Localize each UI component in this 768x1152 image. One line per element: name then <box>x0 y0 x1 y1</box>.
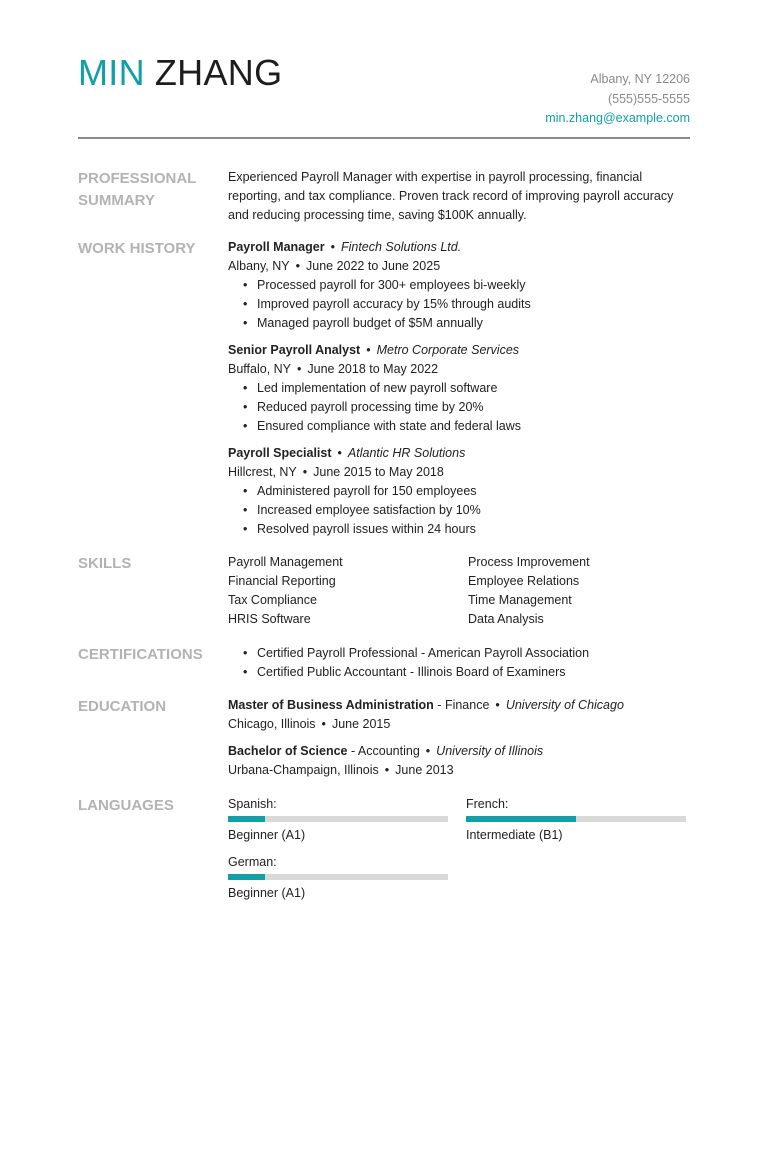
bullet-item: • Reduced payroll processing time by 20% <box>257 398 690 417</box>
language-level: Beginner (A1) <box>228 886 306 900</box>
job-bullets <box>228 276 690 333</box>
education-meta <box>228 761 690 780</box>
certifications-list <box>228 644 690 682</box>
section-label: PROFESSIONAL SUMMARY <box>78 170 197 209</box>
bullet-item: • Administered payroll for 150 employees <box>257 482 690 501</box>
job-dates: June 2022 to June 2025 <box>306 259 441 273</box>
school: University of Chicago <box>505 698 624 712</box>
separator-dot: • <box>337 446 342 460</box>
job-location: Buffalo, NY <box>228 362 292 376</box>
job-entry <box>228 238 690 333</box>
bullet-item: • Improved payroll accuracy by 15% through audits <box>257 295 690 314</box>
certification-item: • Certified Public Accountant - Illinois Board of Examiners <box>257 663 690 682</box>
job-title: Senior Payroll Analyst <box>228 343 361 357</box>
separator-dot: • <box>302 465 308 479</box>
language-level-fill <box>228 874 265 880</box>
language-level: Beginner (A1) <box>228 828 306 842</box>
education-date: June 2013 <box>395 763 454 777</box>
skills-list <box>228 553 690 629</box>
language-level-bar <box>228 816 448 822</box>
separator-dot: • <box>330 240 335 254</box>
separator-dot: • <box>297 362 302 376</box>
contact-info <box>545 70 690 129</box>
job-title-line <box>228 341 690 360</box>
separator-dot: • <box>425 744 431 758</box>
bullet-item: • Processed payroll for 300+ employees bi-weekly <box>257 276 690 295</box>
degree: Bachelor of Science <box>228 744 348 758</box>
work-history-list <box>228 238 690 547</box>
language-level-fill <box>466 816 576 822</box>
section-label: WORK HISTORY <box>78 240 196 257</box>
skill-item: Financial Reporting <box>228 574 336 588</box>
education-title-line <box>228 742 690 761</box>
language-level-bar <box>466 816 686 822</box>
last-name: ZHANG <box>154 52 283 93</box>
bullet-item: • Ensured compliance with state and federal laws <box>257 417 690 436</box>
language-name: German: <box>228 855 277 869</box>
field: Finance <box>444 698 490 712</box>
language-name: Spanish: <box>228 797 277 811</box>
location: Albany, NY 12206 <box>590 72 690 86</box>
job-dates: June 2015 to May 2018 <box>313 465 444 479</box>
separator-dot: • <box>384 763 390 777</box>
bullet-item: • Led implementation of new payroll software <box>257 379 690 398</box>
certification-item: • Certified Payroll Professional - American Payroll Association <box>257 644 690 663</box>
language-level-bar <box>228 874 448 880</box>
first-name: MIN <box>78 52 145 93</box>
bullet-item: • Increased employee satisfaction by 10% <box>257 501 690 520</box>
candidate-name <box>78 52 282 94</box>
education-meta <box>228 715 690 734</box>
field-separator: - <box>433 698 445 712</box>
skill-item: Payroll Management <box>228 555 343 569</box>
bullet-item: • Managed payroll budget of $5M annually <box>257 314 690 333</box>
language-item <box>228 853 448 903</box>
skill-item: HRIS Software <box>228 612 311 626</box>
job-location: Albany, NY <box>228 259 290 273</box>
job-bullets <box>228 482 690 539</box>
skill-item: Data Analysis <box>468 612 544 626</box>
section-label: SKILLS <box>78 555 132 572</box>
company-name: Fintech Solutions Ltd. <box>340 240 462 254</box>
skill-item: Employee Relations <box>468 574 580 588</box>
section-label: EDUCATION <box>78 698 167 715</box>
job-title-line <box>228 238 690 257</box>
field: Accounting <box>357 744 420 758</box>
skill-item: Tax Compliance <box>228 593 317 607</box>
separator-dot: • <box>321 717 326 731</box>
education-location: Urbana-Champaign, Illinois <box>228 763 379 777</box>
degree: Master of Business Administration <box>228 698 434 712</box>
separator-dot: • <box>366 343 371 357</box>
language-item <box>466 795 686 845</box>
certifications-body <box>228 644 690 682</box>
job-meta <box>228 360 690 379</box>
skill-item: Process Improvement <box>468 555 590 569</box>
separator-dot: • <box>295 259 300 273</box>
education-date: June 2015 <box>331 717 391 731</box>
separator-dot: • <box>495 698 500 712</box>
email-link[interactable]: min.zhang@example.com <box>545 111 690 125</box>
language-level: Intermediate (B1) <box>466 828 563 842</box>
education-location: Chicago, Illinois <box>228 717 316 731</box>
job-title-line <box>228 444 690 463</box>
language-level-fill <box>228 816 265 822</box>
skill-item: Time Management <box>468 593 572 607</box>
field-separator: - <box>347 744 358 758</box>
resume-header <box>78 0 690 139</box>
job-entry <box>228 341 690 436</box>
job-meta <box>228 257 690 276</box>
job-bullets <box>228 379 690 436</box>
education-title-line <box>228 696 690 715</box>
job-meta <box>228 463 690 482</box>
job-location: Hillcrest, NY <box>228 465 297 479</box>
education-entry <box>228 742 690 780</box>
education-entry <box>228 696 690 734</box>
job-entry <box>228 444 690 539</box>
school: University of Illinois <box>436 744 544 758</box>
job-dates: June 2018 to May 2022 <box>307 362 439 376</box>
language-name: French: <box>466 797 509 811</box>
section-label: CERTIFICATIONS <box>78 646 203 663</box>
job-title: Payroll Manager <box>228 240 325 254</box>
phone: (555)555-5555 <box>607 91 690 106</box>
section-label: LANGUAGES <box>78 797 174 814</box>
education-list <box>228 696 690 788</box>
language-item <box>228 795 448 845</box>
job-title: Payroll Specialist <box>228 446 332 460</box>
company-name: Atlantic HR Solutions <box>347 446 466 460</box>
summary-text: Experienced Payroll Manager with expertise in payroll processing, financial reporting, and tax compliance. Proven track record of improving payroll accuracy and reducing processing time, saving $100K annually. <box>228 170 674 222</box>
company-name: Metro Corporate Services <box>376 343 520 357</box>
languages-list <box>228 795 690 903</box>
bullet-item: • Resolved payroll issues within 24 hours <box>257 520 690 539</box>
